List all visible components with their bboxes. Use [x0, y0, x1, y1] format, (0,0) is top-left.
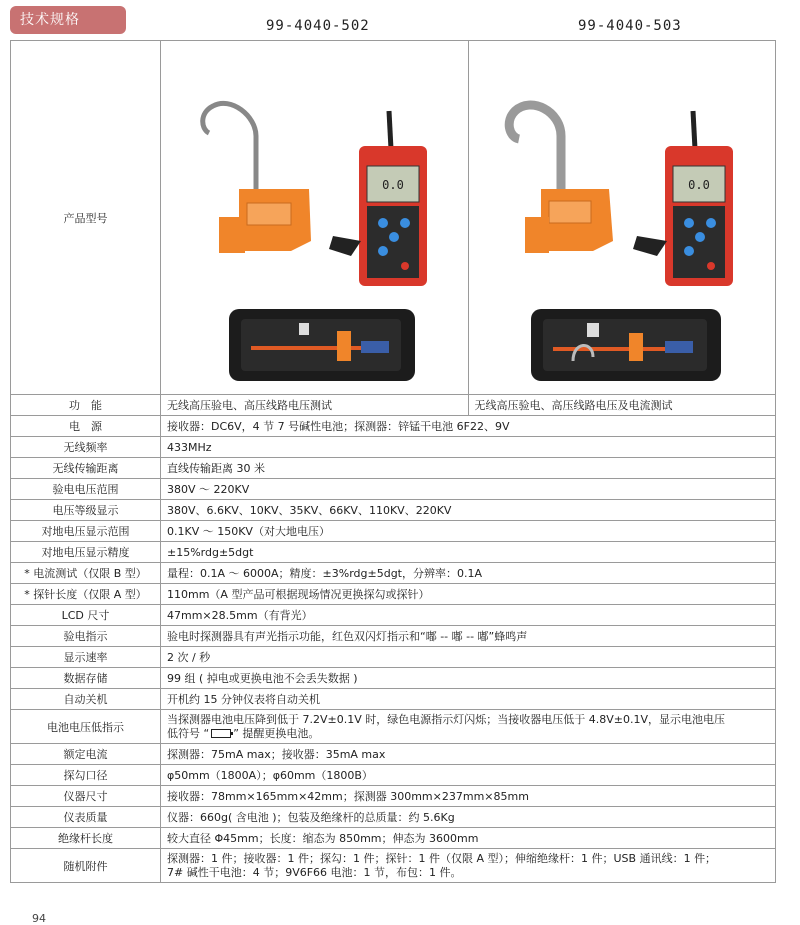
row-label: 探勾口径: [11, 765, 161, 786]
detector-body: [219, 217, 245, 253]
spec-row: [11, 563, 776, 584]
row-label: 显示速率: [11, 647, 161, 668]
row-label: 数据存储: [11, 668, 161, 689]
product-image-502: [161, 41, 465, 391]
antenna-icon: [693, 111, 695, 149]
row-label: 电 源: [11, 416, 161, 437]
row-value: 探测器：75mA max；接收器：35mA max: [161, 744, 776, 765]
spec-row: [11, 807, 776, 828]
row-label: * 电流测试（仅限 B 型）: [11, 563, 161, 584]
row-value: 380V ～ 220KV: [161, 479, 776, 500]
row-value: ±15%rdg±5dgt: [161, 542, 776, 563]
button-icon: [684, 218, 694, 228]
row-value: 验电时探测器具有声光指示功能，红色双闪灯指示和“嘟 -- 嘟 -- 嘟”蜂鸣声: [161, 626, 776, 647]
accessories-line-1: 探测器：1 件；接收器：1 件；探勾：1 件；探针：1 件（仅限 A 型）；伸缩绝缘杆：1 件；USB 通讯线：1 件；: [167, 851, 717, 865]
hook-icon: [203, 103, 256, 191]
strap-icon: [329, 236, 361, 256]
row-value: 2 次 / 秒: [161, 647, 776, 668]
spec-row: [11, 395, 776, 416]
spec-row: [11, 605, 776, 626]
button-icon: [707, 262, 715, 270]
row-label: 电压等级显示: [11, 500, 161, 521]
detector-label-icon: [549, 201, 591, 223]
row-value: [161, 710, 776, 744]
detector-label-icon: [247, 203, 291, 225]
button-icon: [684, 246, 694, 256]
antenna-icon: [389, 111, 391, 149]
row-label: 对地电压显示范围: [11, 521, 161, 542]
spec-row: [11, 458, 776, 479]
spec-row: [11, 849, 776, 883]
spec-row: [11, 647, 776, 668]
button-icon: [400, 218, 410, 228]
row-value: [161, 849, 776, 883]
row-label: 无线频率: [11, 437, 161, 458]
row-label: 随机附件: [11, 849, 161, 883]
row-value: φ50mm（1800A）；φ60mm（1800B）: [161, 765, 776, 786]
row-label: 产品型号: [11, 41, 161, 395]
spec-row: [11, 542, 776, 563]
row-value: 433MHz: [161, 437, 776, 458]
row-value: 接收器：78mm×165mm×42mm；探测器 300mm×237mm×85mm: [161, 786, 776, 807]
battery-line-2-post: ” 提醒更换电池。: [233, 726, 320, 740]
receiver-keypad: [673, 206, 725, 278]
row-value: 量程：0.1A ～ 6000A；精度：±3%rdg±5dgt，分辨率：0.1A: [161, 563, 776, 584]
product-photo-503: [468, 41, 776, 395]
screen-reading: 0.0: [687, 178, 710, 192]
case-manual-icon: [587, 323, 599, 337]
row-value-502: 无线高压验电、高压线路电压测试: [161, 395, 469, 416]
button-icon: [389, 232, 399, 242]
row-value: 接收器：DC6V，4 节 7 号碱性电池；探测器：锌锰干电池 6F22、9V: [161, 416, 776, 437]
row-label: 电池电压低指示: [11, 710, 161, 744]
case-receiver: [665, 341, 693, 353]
receiver-keypad: [367, 206, 419, 278]
spec-row: [11, 521, 776, 542]
row-label: 额定电流: [11, 744, 161, 765]
row-label: 验电电压范围: [11, 479, 161, 500]
row-label: LCD 尺寸: [11, 605, 161, 626]
row-label: 验电指示: [11, 626, 161, 647]
detector-body: [525, 217, 549, 253]
spec-row: [11, 744, 776, 765]
spec-row: [11, 689, 776, 710]
hook-icon: [509, 105, 561, 191]
row-value: 0.1KV ～ 150KV（对大地电压）: [161, 521, 776, 542]
row-label: 无线传输距离: [11, 458, 161, 479]
spec-row: [11, 584, 776, 605]
row-label: * 探针长度（仅限 A 型）: [11, 584, 161, 605]
accessories-line-2: 7# 碱性干电池：4 节；9V6F66 电池：1 节，布包：1 件。: [167, 865, 462, 879]
spec-table: [10, 40, 776, 883]
spec-row: [11, 828, 776, 849]
spec-row: [11, 668, 776, 689]
section-tag: 技术规格: [10, 6, 126, 34]
row-label: 仪器尺寸: [11, 786, 161, 807]
spec-row: [11, 786, 776, 807]
case-manual-icon: [299, 323, 309, 335]
battery-line-2: [167, 727, 769, 741]
row-value: 较大直径 Φ45mm；长度：缩态为 850mm；伸态为 3600mm: [161, 828, 776, 849]
product-photo-502: [161, 41, 469, 395]
case-detector: [337, 331, 351, 361]
row-value: 开机约 15 分钟仪表将自动关机: [161, 689, 776, 710]
button-icon: [401, 262, 409, 270]
row-label: 功 能: [11, 395, 161, 416]
button-icon: [706, 218, 716, 228]
battery-line-2-pre: 低符号 “: [167, 726, 210, 740]
row-value: 99 组 ( 掉电或更换电池不会丢失数据 ): [161, 668, 776, 689]
spec-row: [11, 437, 776, 458]
row-value-503: 无线高压验电、高压线路电压及电流测试: [468, 395, 776, 416]
spec-row: [11, 416, 776, 437]
product-photo-row: [11, 41, 776, 395]
row-value: 47mm×28.5mm（有背光）: [161, 605, 776, 626]
row-value: 仪器：660g( 含电池 )；包装及绝缘杆的总质量：约 5.6Kg: [161, 807, 776, 828]
button-icon: [695, 232, 705, 242]
strap-icon: [633, 236, 667, 256]
spec-row: [11, 479, 776, 500]
page-number: 94: [32, 912, 46, 925]
row-label: 绝缘杆长度: [11, 828, 161, 849]
screen-reading: 0.0: [382, 178, 404, 192]
spec-row: [11, 765, 776, 786]
model-code-502: 99-4040-502: [266, 18, 370, 34]
row-label: 自动关机: [11, 689, 161, 710]
battery-line-1: 当探测器电池电压降到低于 7.2V±0.1V 时，绿色电源指示灯闪烁；当接收器电压低于 4.8V±0.1V，显示电池电压: [167, 712, 725, 726]
spec-row: [11, 500, 776, 521]
model-code-503: 99-4040-503: [578, 18, 682, 34]
row-label: 仪表质量: [11, 807, 161, 828]
case-detector: [629, 333, 643, 361]
row-value: 380V、6.6KV、10KV、35KV、66KV、110KV、220KV: [161, 500, 776, 521]
spec-row: [11, 710, 776, 744]
row-label: 对地电压显示精度: [11, 542, 161, 563]
button-icon: [378, 218, 388, 228]
row-value: 110mm（A 型产品可根据现场情况更换探勾或探针）: [161, 584, 776, 605]
low-battery-icon: [211, 729, 231, 738]
spec-row: [11, 626, 776, 647]
button-icon: [378, 246, 388, 256]
product-image-503: [469, 41, 779, 391]
row-value: 直线传输距离 30 米: [161, 458, 776, 479]
case-receiver: [361, 341, 389, 353]
